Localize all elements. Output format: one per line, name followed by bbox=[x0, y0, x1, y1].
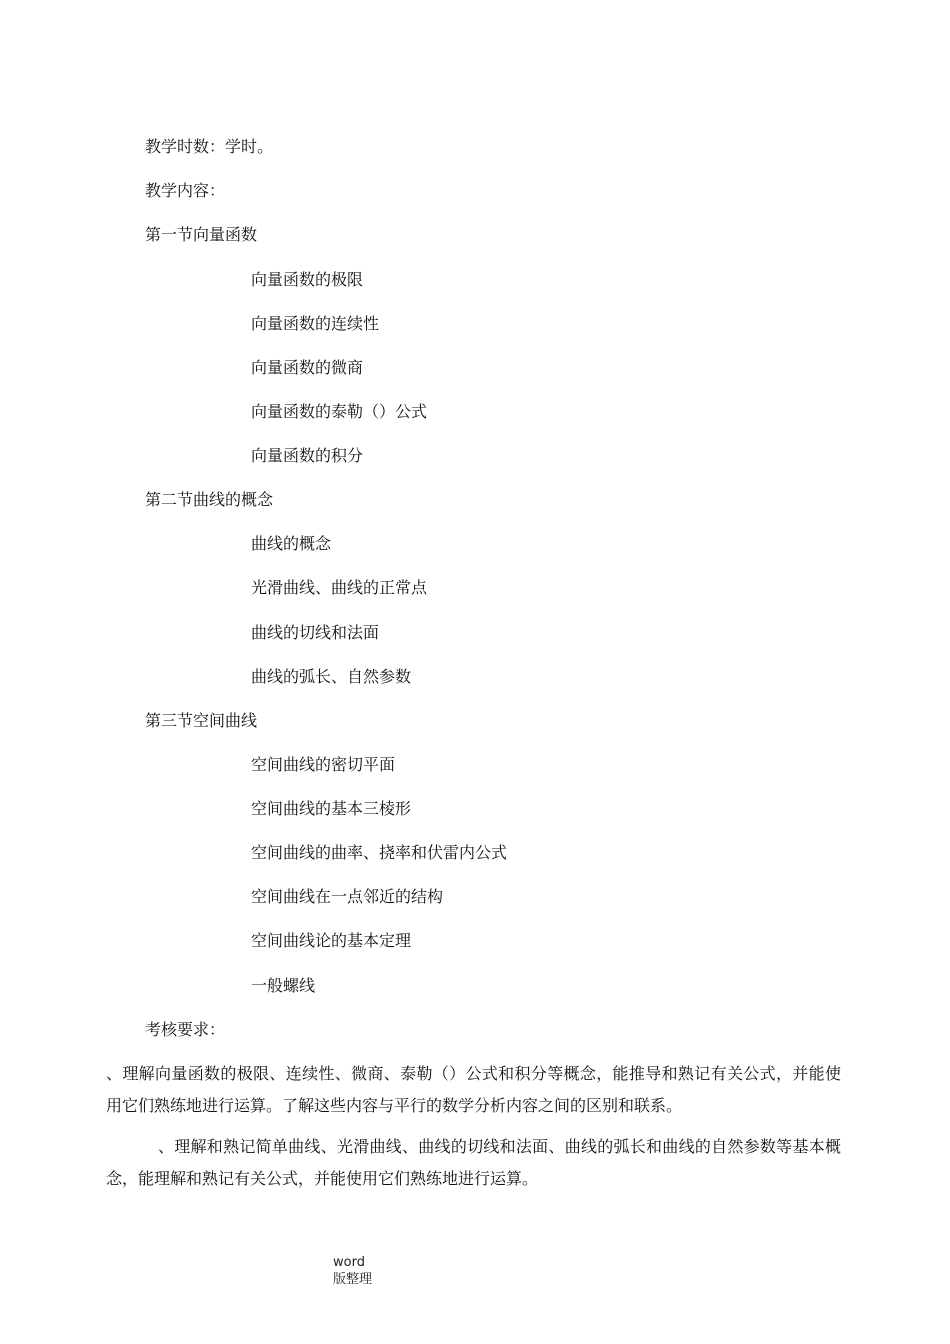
list-item: 曲线的切线和法面 bbox=[251, 623, 380, 642]
section-title-1: 第一节向量函数 bbox=[145, 225, 258, 244]
list-item: 向量函数的连续性 bbox=[251, 314, 380, 333]
list-item: 一般螺线 bbox=[251, 976, 316, 995]
section-title-2: 第二节曲线的概念 bbox=[145, 490, 274, 509]
requirement-paragraph-1: 、理解向量函数的极限、连续性、微商、泰勒（）公式和积分等概念，能推导和熟记有关公式，并能使用它们熟练地进行运算。了解这些内容与平行的数学分析内容之间的区别和联系。 bbox=[106, 1064, 841, 1115]
list-item: 向量函数的极限 bbox=[251, 270, 364, 289]
list-item: 向量函数的泰勒（）公式 bbox=[251, 402, 428, 421]
requirement-paragraph-2: 、理解和熟记简单曲线、光滑曲线、曲线的切线和法面、曲线的弧长和曲线的自然参数等基本概念，能理解和熟记有关公式，并能使用它们熟练地进行运算。 bbox=[106, 1137, 841, 1188]
list-item: 向量函数的积分 bbox=[251, 446, 364, 465]
list-item: 曲线的弧长、自然参数 bbox=[251, 667, 412, 686]
list-item: 曲线的概念 bbox=[251, 534, 332, 553]
teaching-content-heading: 教学内容： bbox=[145, 181, 226, 200]
list-item: 向量函数的微商 bbox=[251, 358, 364, 377]
assessment-heading: 考核要求： bbox=[145, 1020, 226, 1039]
list-item: 光滑曲线、曲线的正常点 bbox=[251, 578, 428, 597]
list-item: 空间曲线的曲率、挠率和伏雷内公式 bbox=[251, 843, 508, 862]
footer-line-2: 版整理 bbox=[333, 1272, 373, 1287]
footer-line-1: word bbox=[333, 1255, 365, 1270]
list-item: 空间曲线在一点邻近的结构 bbox=[251, 887, 444, 906]
section-title-3: 第三节空间曲线 bbox=[145, 711, 258, 730]
list-item: 空间曲线的基本三棱形 bbox=[251, 799, 412, 818]
teaching-hours-line: 教学时数：学时。 bbox=[145, 137, 274, 156]
list-item: 空间曲线论的基本定理 bbox=[251, 931, 412, 950]
list-item: 空间曲线的密切平面 bbox=[251, 755, 396, 774]
